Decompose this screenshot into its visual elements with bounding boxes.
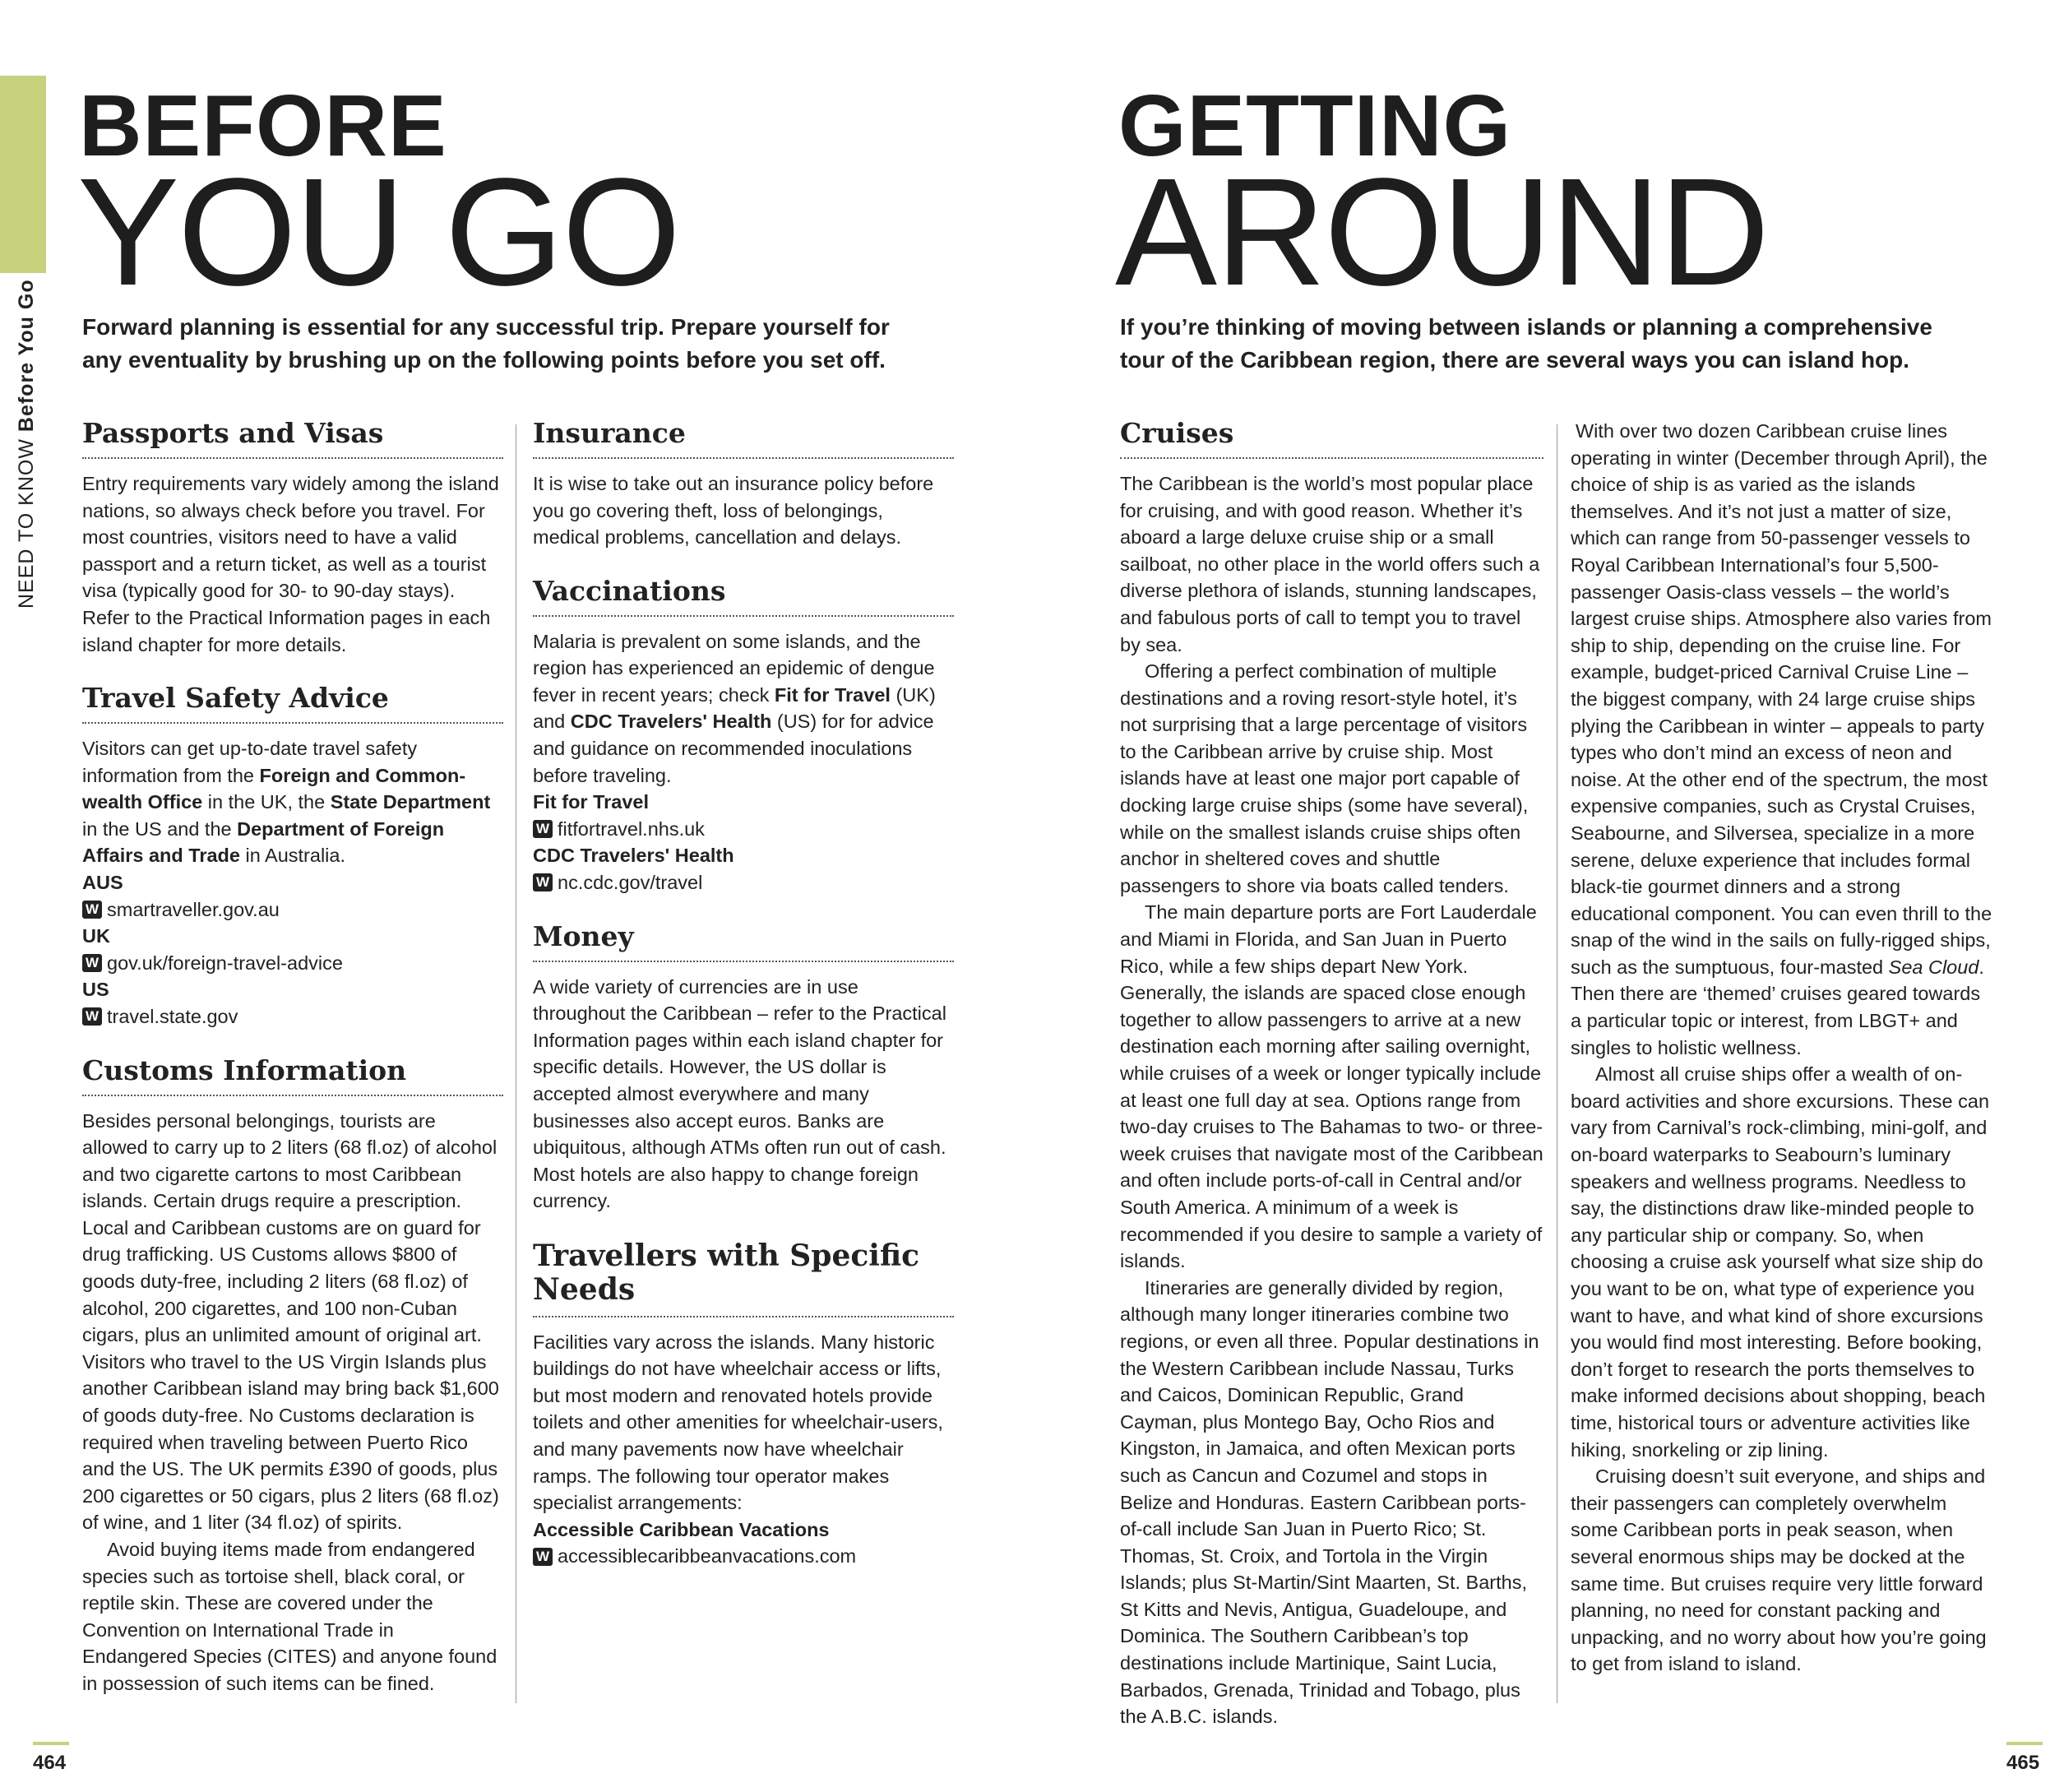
side-section-label (15, 263, 41, 609)
page-number-right: 465 (2006, 1752, 2040, 1774)
travel-safety-text (82, 735, 503, 869)
left-intro-line-1: Forward planning is essential for any successful trip. Prepare yourself for (82, 314, 890, 340)
us-label: US (82, 979, 109, 1001)
us-url-link[interactable]: travel.state.gov (107, 1005, 238, 1027)
vaccinations-text-2: (UK) and (533, 683, 936, 733)
fit-web-line[interactable] (533, 816, 954, 843)
uk-web-line[interactable] (82, 950, 503, 977)
uk-label: UK (82, 925, 110, 947)
customs-paragraph-2: Avoid buying items made from endangered species such as tortoise shell, black coral, or reptile skin. These are covered under the Convention on International Trade in Endangered Species (CITES) and anyone found in possession of such items can be fined. (82, 1539, 497, 1694)
cdc-name: CDC Travelers' Health (570, 711, 772, 733)
cruises-paragraph-4: Itineraries are generally divided by region, although many longer itineraries combine two regions, or even all three. Popular destinations in the Western Caribbean include Nassau, Turks and Caicos, Dominican Republic, Grand Cayman, plus Montego Bay, Ocho Rios and Kingston, in Jamaica, and often Mexican ports such as Cancun and Cozumel and stops in Belize and Honduras. Eastern Caribbean ports-of-call include San Juan in Puerto Rico; St. Thomas, St. Croix, and Tortola in the Virgin Islands; plus St-Martin/Sint Maarten, St. Barths, St Kitts and Nevis, Antigua, Guadeloupe, and Dominica. The Southern Caribbean’s top destinations include Martinique, Saint Lucia, Barbados, Grenada, Trinidad and Tobago, plus the A.B.C. islands. (1120, 1276, 1539, 1728)
vaccinations-text (533, 628, 954, 789)
money-heading: Money (533, 921, 954, 962)
cruises-heading: Cruises (1120, 418, 1543, 459)
travel-safety-text-2: in the UK, the (202, 791, 331, 813)
insurance-heading: Insurance (533, 418, 954, 459)
specific-needs-heading: Travellers with Specific Needs (533, 1239, 954, 1317)
left-intro-line-2: any eventuality by brushing up on the following points before you set off. (82, 347, 886, 373)
uk-url-link[interactable]: gov.uk/foreign-travel-advice (107, 952, 343, 974)
money-text: A wide variety of currencies are in use throughout the Caribbean – refer to the Practical Information pages within each island chapter for specific details. However, the US dollar is accepted almost everywhere and many businesses also accept euros. Banks are ubiquitous, although ATMs often run out of cash. Most hotels are also happy to change foreign currency. (533, 975, 946, 1212)
fit-for-travel-name: Fit for Travel (774, 683, 891, 706)
cruises-paragraph-1: The Caribbean is the world’s most popular place for cruising, and with good reason. Whether it’s aboard a large deluxe cruise ship or a small sailboat, no other place in the world offers such a diverse plethora of islands, stunning landscapes, and fabulous ports of call to tempt you to travel by sea. (1120, 472, 1540, 655)
vaccinations-heading: Vaccinations (533, 576, 954, 617)
insurance-text: It is wise to take out an insurance policy before you go covering theft, loss of belongings, medical problems, cancellation and delays. (533, 472, 934, 549)
fco-name: Foreign and Commonwealth Office (82, 764, 466, 813)
cruises-cont-text-a: With over two dozen Caribbean cruise lines operating in winter (December through April), the choice of ship is as varied as the islands themselves. And it’s not just a matter of size, which can range from 50-passenger vessels to Royal Caribbean International’s four 5,500-passenger Oasis-class vessels – the world’s largest cruise ships. Atmosphere also varies from ship to ship, depending on the cruise line. For example, budget-priced Carnival Cruise Line – the biggest company, with 24 large cruise ships plying the Caribbean in winter – appeals to party types who don’t mind an excess of neon and noise. At the other end of the spectrum, the most expensive companies, such as Crystal Cruises, Seabourne, and Silversea, specialize in a more serene, deluxe experience that includes formal black-tie gourmet dinners and a strong educational component. You can even thrill to the snap of the wind in the sails on fully-rigged ships, such as the sumptuous, four-masted (1571, 420, 1992, 978)
side-label-section: Before You Go (15, 279, 38, 433)
right-column-2 (1571, 418, 1995, 1678)
passports-heading: Passports and Visas (82, 418, 503, 459)
right-column-1 (1120, 418, 1543, 1755)
web-icon: W (82, 1007, 102, 1026)
travel-safety-text-1: Visitors can get up-to-date travel safety information from the (82, 738, 418, 786)
passports-section (82, 418, 503, 658)
travel-safety-heading: Travel Safety Advice (82, 683, 503, 724)
cruises-cont-paragraph-2: Almost all cruise ships offer a wealth of onboard activities and shore excursions. These can vary from Carnival’s rock-climbing, mini-golf, and on-board waterparks to Seabourn’s luminary speakers and wellness programs. Needless to say, the distinctions draw like-minded people to any particular ship or company. So, when choosing a cruise ask yourself what size ship do you want to be on, what type of experience you want to have, and what kind of shore excursions you would find most interesting. Before booking, don’t forget to research the ports themselves to make informed decisions about shopping, beach time, historical tours or adventure activities like hiking, snorkeling or zip lining. (1571, 1063, 1990, 1461)
travel-safety-section (82, 683, 503, 1030)
vaccinations-section (533, 576, 954, 896)
cruises-cont-text-b: . Then there are ‘themed’ cruises geared towards a particular topic or interest, from LBGT+ and singles to holistic wellness. (1571, 956, 1984, 1058)
money-section (533, 921, 954, 1215)
web-icon: W (533, 820, 553, 838)
customs-section (82, 1055, 503, 1697)
section-tab-accent (0, 76, 46, 273)
customs-heading: Customs Information (82, 1055, 503, 1096)
web-icon: W (533, 1548, 553, 1566)
left-column-2 (533, 418, 954, 1595)
web-icon: W (533, 873, 553, 891)
insurance-section (533, 418, 954, 551)
specific-needs-text: Facilities vary across the islands. Many historic buildings do not have wheelchair access or lifts, but most modern and renovated hotels provide toilets and other amenities for wheelchair-users, and many pavements now have wheelchair ramps. The following tour operator makes specialist arrangements: (533, 1331, 943, 1514)
customs-paragraph-1: Besides personal belongings, tourists are allowed to carry up to 2 liters (68 fl.oz) of alcohol and two cigarette cartons to most Caribbean islands. Certain drugs require a prescription. Local and Caribbean customs are on guard for drug trafficking. US Customs allows $800 of goods duty-free, including 2 liters (68 fl.oz) of alcohol, 200 cigarettes, and 100 non-Cuban cigars, plus an unlimited amount of original art. Visitors who travel to the US Virgin Islands plus another Caribbean island may bring back $1,600 of goods duty-free. No Customs declaration is required when traveling between Puerto Rico and the US. The UK permits £390 of goods, plus 200 cigarettes or 50 cigars, plus 2 liters (68 fl.oz) of wine, and 1 liter (34 fl.oz) of spirits. (82, 1109, 499, 1534)
accessible-org-label: Accessible Caribbean Vacations (533, 1518, 830, 1540)
accessible-url-link[interactable]: accessiblecaribbeanvacations.com (558, 1545, 857, 1567)
right-intro (1120, 311, 2057, 377)
page-number-left: 464 (33, 1752, 67, 1774)
vaccinations-text-3: (US) for for advice and guidance on recommended inoculations before traveling. (533, 711, 934, 786)
dfat-name: Department of Foreign Affairs and Trade (82, 817, 445, 867)
travel-safety-text-3: in the US and the (82, 817, 238, 840)
cdc-url-link[interactable]: nc.cdc.gov/travel (558, 872, 703, 893)
accessible-web-line[interactable] (533, 1543, 954, 1570)
fit-url-link[interactable]: fitfortravel.nhs.uk (558, 817, 705, 840)
page-number-accent-right (2006, 1742, 2043, 1745)
state-department-name: State Department (330, 791, 491, 813)
sea-cloud-name: Sea Cloud (1888, 956, 1979, 978)
specific-needs-section (533, 1239, 954, 1570)
right-intro-line-1: If you’re thinking of moving between islands or planning a comprehensive (1120, 314, 1932, 340)
right-title-thin: AROUND (1115, 147, 1769, 317)
cruises-paragraph-3: The main departure ports are Fort Lauderdale and Miami in Florida, and San Juan in Puerto Rico, while a few ships depart New York. Generally, the islands are spaced close enough together to allow passengers to arrive at a new destination each morning after sailing overnight, while cruises of a week or longer typically include at least one full day at sea. Options range from two-day cruises to The Bahamas to two- or three-week cruises that navigate most of the Caribbean and often include ports-of-call in Central and/or South America. A minimum of a week is recommended if you desire to sample a variety of islands. (1120, 901, 1543, 1272)
travel-safety-text-4: in Australia. (239, 845, 345, 867)
aus-web-line[interactable] (82, 896, 503, 924)
cruises-cont-paragraph-3: Cruising doesn’t suit everyone, and ships and their passengers can completely overwhelm some Caribbean ports in peak season, when several enormous ships may be docked at the same time. But cruises require very little forward planning, no need for constant packing and unpacking, and no worry about how you’re going to get from island to island. (1571, 1466, 1987, 1675)
web-icon: W (82, 901, 102, 919)
left-title-thin: YOU GO (77, 147, 680, 317)
cruises-section (1120, 418, 1543, 1730)
left-title-bold: BEFORE (79, 77, 447, 174)
right-intro-line-2: tour of the Caribbean region, there are several ways you can island hop. (1120, 347, 1910, 373)
side-label-prefix: NEED TO KNOW (15, 438, 38, 609)
aus-url-link[interactable]: smartraveller.gov.au (107, 898, 280, 920)
travel-safety-body (82, 735, 503, 1030)
aus-label: AUS (82, 872, 123, 893)
left-column-1 (82, 418, 503, 1722)
right-title-bold: GETTING (1118, 77, 1512, 174)
page-number-accent-left (33, 1742, 69, 1745)
us-web-line[interactable] (82, 1003, 503, 1030)
cruises-cont-paragraph-1 (1571, 418, 1995, 1061)
cruises-paragraph-2: Offering a perfect combination of multiple destinations and a roving resort-style hotel, it’s not surprising that a large percentage of visitors to the Caribbean arrive by cruise ship. Most islands have at least one major port capable of docking large cruise ships (some have several), while on the smallest islands cruise ships often anchor in sheltered coves and shuttle passengers to shore via boats called tenders. (1120, 660, 1529, 896)
cdc-label: CDC Travelers' Health (533, 845, 734, 867)
web-icon: W (82, 954, 102, 972)
fit-label: Fit for Travel (533, 791, 650, 813)
vaccinations-text-1: Malaria is prevalent on some islands, and the region has experienced an epidemic of dengue fever in recent years; check (533, 630, 935, 706)
passports-text: Entry requirements vary widely among the island nations, so always check before you travel. For most countries, visitors need to have a valid passport and a return ticket, as well as a tourist visa (typically good for 30- to 90-day stays). Refer to the Practical Information pages in each island chapter for more details. (82, 472, 499, 655)
left-intro (82, 311, 1069, 377)
cdc-web-line[interactable] (533, 869, 954, 896)
